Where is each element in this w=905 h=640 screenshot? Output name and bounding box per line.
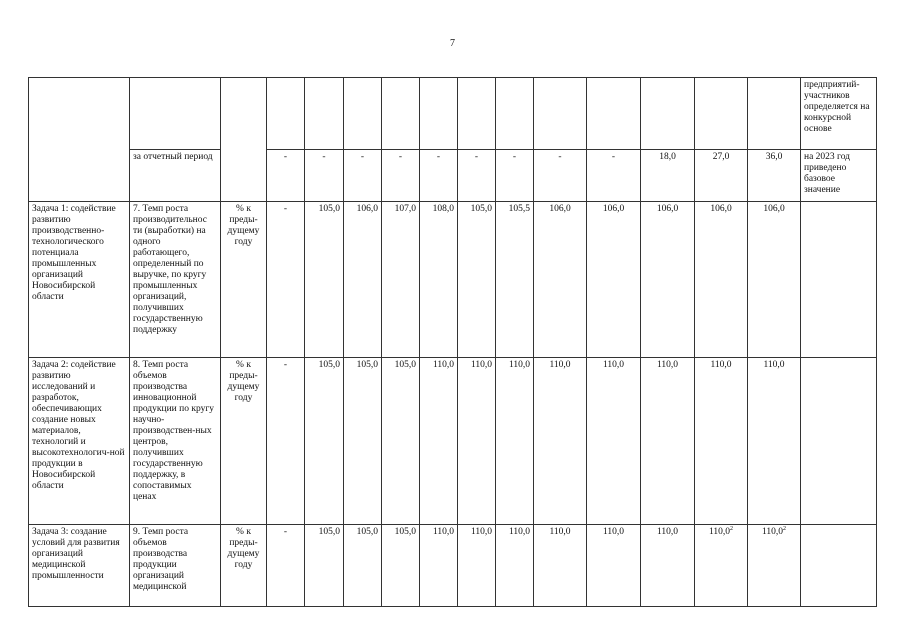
value-cell: 110,0 (641, 525, 695, 607)
value-cell: 110,0 (496, 358, 534, 525)
value-cell (382, 78, 420, 150)
value-cell: 110,0 (587, 358, 641, 525)
value-cell (305, 78, 344, 150)
note-cell (801, 525, 877, 607)
value-cell: 106,0 (695, 202, 748, 358)
value-cell: - (344, 150, 382, 202)
value-cell: 110,0 (534, 525, 587, 607)
value-cell: 110,0 (641, 358, 695, 525)
value-cell: 105,5 (496, 202, 534, 358)
value-cell: 106,0 (534, 202, 587, 358)
task-cell: Задача 2: содействие развитию исследований и разработок, обеспечивающих создание новых материалов, технологий и высокотехнологич-ной продукции в Новосибирской области (29, 358, 130, 525)
value-cell (587, 78, 641, 150)
value-cell: 110,0 (458, 358, 496, 525)
value-cell: - (458, 150, 496, 202)
value-cell: 105,0 (382, 358, 420, 525)
value-cell: 105,0 (305, 525, 344, 607)
value-cell: 105,0 (344, 525, 382, 607)
task-cell: Задача 3: создание условий для развития организаций медицинской промышленности (29, 525, 130, 607)
value-cell: - (267, 525, 305, 607)
value-cell: 105,0 (382, 525, 420, 607)
value-cell: 110,0 (420, 358, 458, 525)
value-cell: 110,0 (420, 525, 458, 607)
value-cell: 106,0 (748, 202, 801, 358)
value-cell: 105,0 (305, 202, 344, 358)
unit-cell: % к преды-дущему году (221, 525, 267, 607)
value-cell (695, 525, 748, 607)
table-row (29, 78, 877, 150)
value-cell: - (420, 150, 458, 202)
value-cell (458, 78, 496, 150)
indicator-cell: за отчетный период (130, 150, 221, 202)
value-cell: 110,0 (695, 358, 748, 525)
value-cell: 106,0 (587, 202, 641, 358)
value-cell (748, 525, 801, 607)
value-cell: - (587, 150, 641, 202)
table-row (29, 202, 877, 358)
value-cell (534, 78, 587, 150)
value-cell: 107,0 (382, 202, 420, 358)
unit-cell (221, 78, 267, 202)
task-cell: Задача 1: содействие развитию производственно-технологического потенциала промышленных организаций Новосибирской области (29, 202, 130, 358)
value-text: 110,0 (761, 527, 784, 537)
value-cell: 106,0 (641, 202, 695, 358)
value-cell: 110,0 (458, 525, 496, 607)
task-cell (29, 78, 130, 202)
note-cell (801, 358, 877, 525)
unit-cell: % к преды-дущему году (221, 358, 267, 525)
indicator-cell: 7. Темп роста производительнос ти (выработки) на одного работающего, определенный по выручке, по кругу промышленных организаций, получивших государственную поддержку (130, 202, 221, 358)
page-number: 7 (450, 38, 455, 49)
indicator-cell (130, 78, 221, 150)
value-cell: 110,0 (748, 358, 801, 525)
value-cell: 105,0 (305, 358, 344, 525)
value-cell (695, 78, 748, 150)
value-cell: 110,0 (534, 358, 587, 525)
value-cell: 18,0 (641, 150, 695, 202)
unit-cell: % к преды-дущему году (221, 202, 267, 358)
indicator-cell: 9. Темп роста объемов производства продукции организаций медицинской (130, 525, 221, 607)
value-cell: - (382, 150, 420, 202)
value-cell: - (534, 150, 587, 202)
footnote-mark: 2 (730, 525, 734, 532)
value-cell: 108,0 (420, 202, 458, 358)
value-cell (641, 78, 695, 150)
value-cell (748, 78, 801, 150)
value-cell: - (267, 358, 305, 525)
note-cell: на 2023 год приведено базовое значение (801, 150, 877, 202)
table-row (29, 150, 877, 202)
indicators-table (28, 77, 877, 607)
indicator-cell: 8. Темп роста объемов производства инновационной продукции по кругу научно-производствен-ных центров, получивших государственную поддержку, в сопоставимых ценах (130, 358, 221, 525)
note-cell: предприятий-участников определяется на конкурсной основе (801, 78, 877, 150)
value-cell: 110,0 (496, 525, 534, 607)
value-cell: 105,0 (458, 202, 496, 358)
note-cell (801, 202, 877, 358)
table-row (29, 358, 877, 525)
value-text: 110,0 (708, 527, 731, 537)
value-cell (420, 78, 458, 150)
footnote-mark: 2 (783, 525, 787, 532)
value-cell: 106,0 (344, 202, 382, 358)
value-cell: - (267, 202, 305, 358)
value-cell: - (267, 150, 305, 202)
table-row (29, 525, 877, 607)
value-cell: 110,0 (587, 525, 641, 607)
value-cell: - (305, 150, 344, 202)
value-cell: - (496, 150, 534, 202)
value-cell (344, 78, 382, 150)
value-cell: 105,0 (344, 358, 382, 525)
value-cell: 27,0 (695, 150, 748, 202)
value-cell: 36,0 (748, 150, 801, 202)
value-cell (267, 78, 305, 150)
value-cell (496, 78, 534, 150)
table-body (29, 78, 877, 607)
